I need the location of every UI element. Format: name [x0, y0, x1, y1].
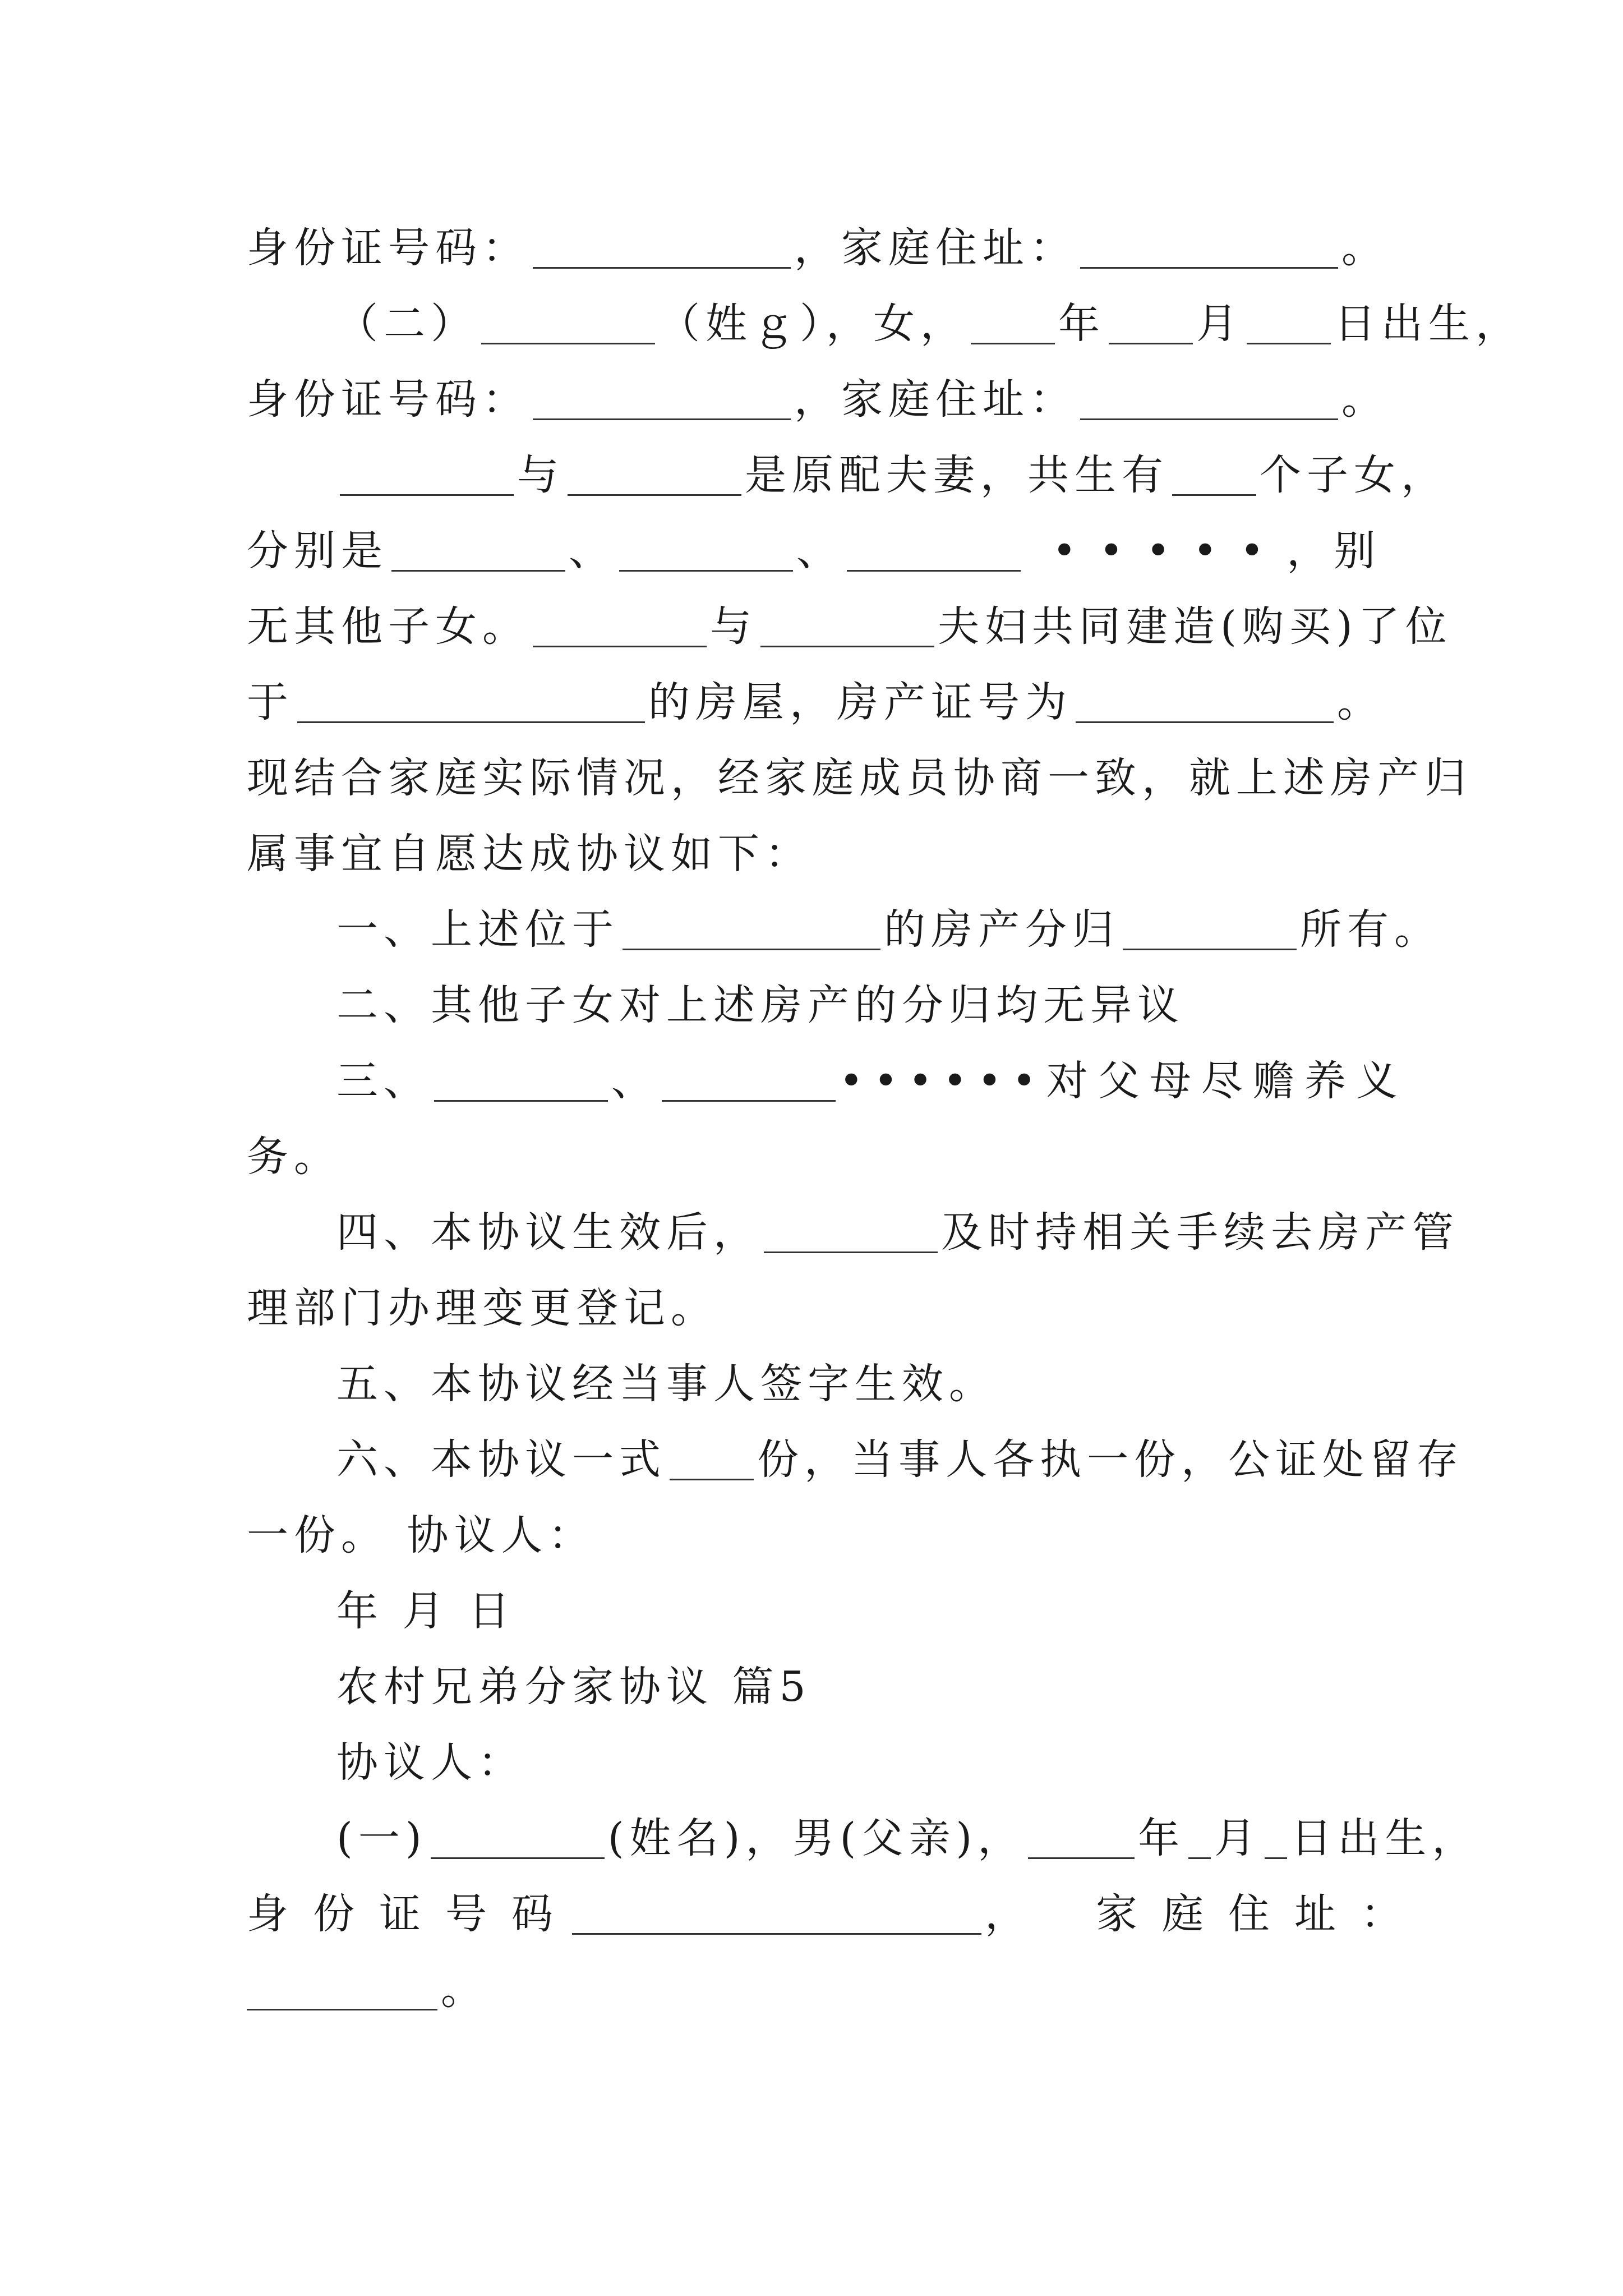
text: 个子女， [1260, 451, 1448, 499]
section-title: 农村兄弟分家协议 篇5 [336, 1663, 811, 1711]
blank-field[interactable] [431, 1818, 605, 1859]
line-children [247, 527, 1381, 575]
blank-field[interactable] [1123, 909, 1297, 950]
text: 与 [710, 602, 757, 651]
blank-field[interactable] [1076, 682, 1334, 723]
line-no-other-children [247, 602, 1453, 651]
clause-2: 二、其他子女对上述房产的分归均无异议 [336, 981, 1184, 1029]
text: 。 [441, 1966, 488, 2014]
line-text: 属事宜自愿达成协议如下： [247, 830, 812, 878]
text: 月 [1196, 300, 1243, 348]
line-address-blank [247, 1966, 488, 2014]
text: （姓ｇ），女， [658, 300, 967, 348]
text: 家庭住址： [1096, 1890, 1427, 1938]
signatory-line: 一份。 协议人： [247, 1511, 596, 1559]
text: 、 [796, 527, 843, 575]
blank-field[interactable] [481, 303, 655, 344]
blank-field[interactable] [247, 1970, 437, 2010]
blank-field[interactable] [1265, 1818, 1287, 1859]
text: ，家庭住址： [794, 375, 1077, 424]
text: ••••••对父母尽赡养义 [839, 1057, 1408, 1105]
blank-field[interactable] [1188, 1818, 1211, 1859]
date-line: 年 月 日 [336, 1587, 516, 1635]
party-one-line [336, 1814, 1479, 1862]
clause-5: 五、本协议经当事人签字生效。 [336, 1360, 996, 1408]
text: 日出生， [1290, 1814, 1479, 1862]
blank-field[interactable] [662, 1061, 836, 1102]
blank-field[interactable] [1109, 303, 1193, 344]
blank-field[interactable] [391, 531, 565, 572]
parties-label: 协议人： [336, 1738, 525, 1787]
text: 。 [1341, 224, 1389, 272]
text: 所有。 [1300, 905, 1441, 954]
text: 身份证号码 [247, 1890, 578, 1938]
blank-field[interactable] [340, 455, 514, 496]
blank-field[interactable] [764, 1212, 938, 1253]
blank-field[interactable] [533, 606, 707, 647]
line-text: 务。 [247, 1133, 341, 1181]
clause-3 [336, 1057, 1408, 1105]
blank-field[interactable] [1247, 303, 1331, 344]
text: 于 [247, 678, 294, 726]
text: (姓名)，男(父亲)， [607, 1814, 1025, 1862]
text: 与 [517, 451, 564, 499]
blank-field[interactable] [670, 1439, 754, 1480]
blank-field[interactable] [297, 682, 645, 723]
line-id-address-2 [247, 375, 1389, 424]
line-party-two [336, 300, 1523, 348]
text: (一) [336, 1814, 427, 1862]
text: 月 [1214, 1814, 1262, 1862]
text: ， [985, 1890, 1051, 1938]
line-id-address-3 [247, 1890, 1427, 1938]
blank-field[interactable] [623, 909, 880, 950]
text: 、 [569, 527, 616, 575]
text: 是原配夫妻，共生有 [745, 451, 1169, 499]
line-id-address-1 [247, 224, 1389, 272]
blank-field[interactable] [533, 379, 791, 420]
line-house-location [247, 678, 1384, 726]
blank-field[interactable] [1028, 1818, 1135, 1859]
text: （二） [336, 300, 478, 348]
blank-field[interactable] [760, 606, 934, 647]
blank-field[interactable] [619, 531, 793, 572]
text: 夫妇共同建造(购买)了位 [938, 602, 1453, 651]
clause-6 [336, 1435, 1464, 1484]
text: ，别 [1287, 527, 1381, 575]
text: 日出生， [1334, 300, 1523, 348]
text: 。 [1337, 678, 1384, 726]
text: 无其他子女。 [247, 602, 529, 651]
blank-field[interactable] [533, 228, 791, 269]
text: 六、本协议一式 [336, 1435, 666, 1484]
line-text: 理部门办理变更登记。 [247, 1284, 718, 1332]
blank-field[interactable] [1172, 455, 1256, 496]
text: 的房屋，房产证号为 [648, 678, 1072, 726]
text: 。 [1341, 375, 1389, 424]
text: 四、本协议生效后， [336, 1208, 760, 1257]
text: 身份证号码： [247, 224, 529, 272]
blank-field[interactable] [1080, 228, 1338, 269]
line-text: 现结合家庭实际情况，经家庭成员协商一致，就上述房产归 [247, 754, 1472, 802]
blank-field[interactable] [572, 1894, 981, 1935]
blank-field[interactable] [847, 531, 1021, 572]
ellipsis-dots: ••••• [1052, 527, 1287, 575]
text: 年 [1058, 300, 1105, 348]
clause-1 [336, 905, 1441, 954]
text: 份，当事人各执一份，公证处留存 [757, 1435, 1464, 1484]
text: 及时持相关手续去房产管 [941, 1208, 1459, 1257]
text: 、 [611, 1057, 658, 1105]
blank-field[interactable] [434, 1061, 608, 1102]
blank-field[interactable] [568, 455, 741, 496]
text: ，家庭住址： [794, 224, 1077, 272]
text: 年 [1138, 1814, 1186, 1862]
blank-field[interactable] [1080, 379, 1338, 420]
text: 三、 [336, 1057, 431, 1105]
text: 身份证号码： [247, 375, 529, 424]
line-spouses [336, 451, 1448, 499]
text: 的房产分归 [884, 905, 1119, 954]
clause-4 [336, 1208, 1459, 1257]
text: 一、上述位于 [336, 905, 619, 954]
blank-field[interactable] [971, 303, 1055, 344]
text: 分别是 [247, 527, 388, 575]
